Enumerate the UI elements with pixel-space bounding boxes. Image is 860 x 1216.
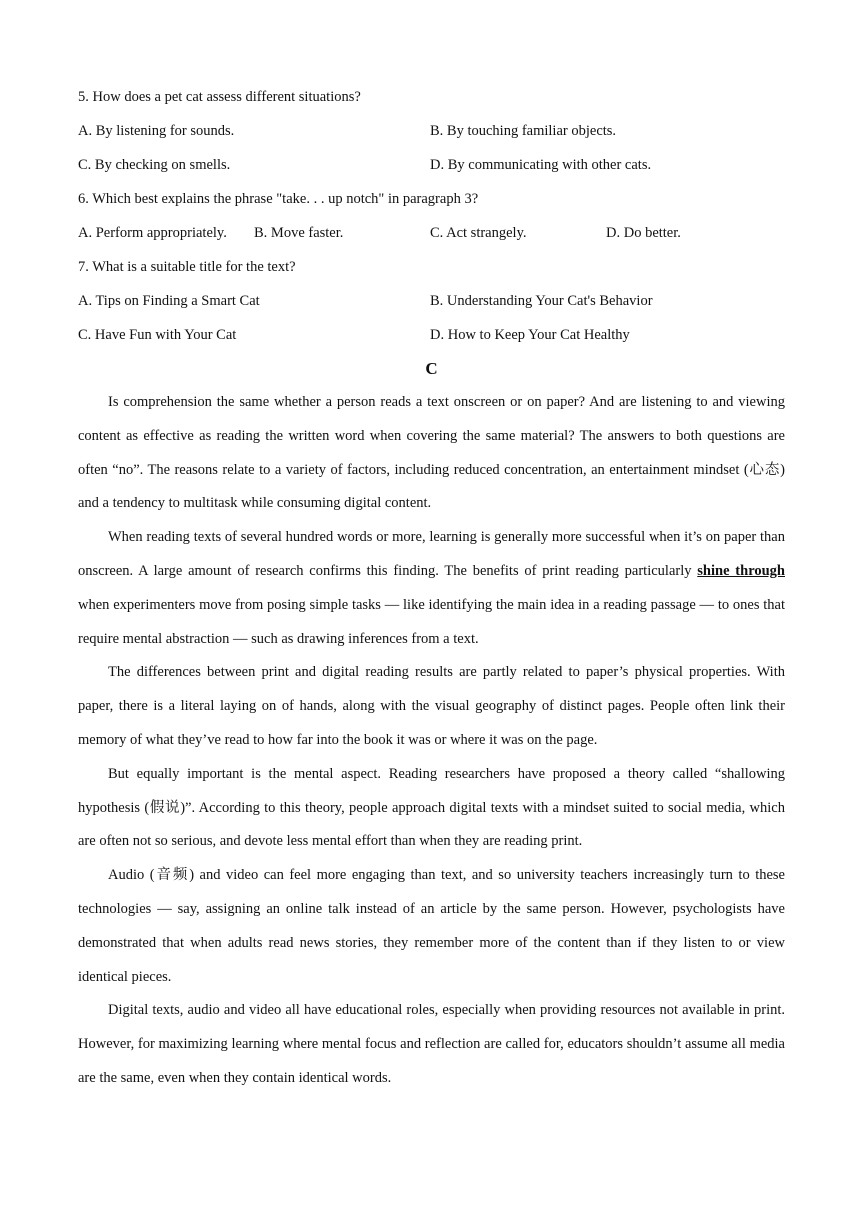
q5-option-d: D. By communicating with other cats. [430, 157, 652, 173]
q7-option-d: D. How to Keep Your Cat Healthy [430, 327, 630, 343]
q5-option-b: B. By touching familiar objects. [430, 123, 617, 139]
question-6-options-row [78, 216, 785, 250]
q7-option-a: A. Tips on Finding a Smart Cat [78, 293, 260, 309]
q7-option-b: B. Understanding Your Cat's Behavior [430, 293, 653, 309]
passage-paragraph-5: Audio (音频) and video can feel more engaging than text, and so university teachers increasingly turn to these technologies — say, assigning an online talk instead of an article by the same person. However, psychologists have demonstrated that when adults read news stories, they remember more of the content than if they listen to or view identical pieces. [78, 867, 785, 985]
section-c-heading: C [425, 359, 438, 378]
passage-paragraph-2 [78, 521, 785, 656]
q7-option-c: C. Have Fun with Your Cat [78, 327, 237, 343]
question-7-options-row-2 [78, 318, 785, 352]
question-7-stem: 7. What is a suitable title for the text? [78, 259, 296, 275]
question-7-options-row-1 [78, 284, 785, 318]
passage-paragraph-1: Is comprehension the same whether a person reads a text onscreen or on paper? And are listening to and viewing content as effective as reading the written word when covering the same material? The answers to both questions are often “no”. The reasons relate to a variety of factors, including reduced concentration, an entertainment mindset (心态) and a tendency to multitask while consuming digital content. [78, 394, 785, 512]
passage-paragraph-6: Digital texts, audio and video all have educational roles, especially when providing resources not available in print. However, for maximizing learning where mental focus and reflection are called for, educators shouldn’t assume all media are the same, even when they contain identical words. [78, 1002, 785, 1086]
q6-option-b: B. Move faster. [254, 225, 344, 241]
q5-option-c: C. By checking on smells. [78, 157, 231, 173]
question-5-options-row-2 [78, 148, 785, 182]
passage-paragraph-3: The differences between print and digital reading results are partly related to paper’s physical properties. With paper, there is a literal laying on of hands, along with the visual geography of distinct pages. People often link their memory of what they’ve read to how far into the book it was or where it was on the page. [78, 664, 785, 748]
question-6-stem: 6. Which best explains the phrase "take. . . up notch" in paragraph 3? [78, 191, 479, 207]
q5-option-a: A. By listening for sounds. [78, 123, 235, 139]
paragraph-2-text-after: when experimenters move from posing simple tasks — like identifying the main idea in a reading passage — to ones that require mental abstraction — such as drawing inferences from a text. [78, 596, 785, 647]
paragraph-2-text-before: When reading texts of several hundred words or more, learning is generally more successful when it’s on paper than onscreen. A large amount of research confirms this finding. The benefits of print reading particularly [78, 529, 785, 579]
q6-option-c: C. Act strangely. [430, 225, 527, 241]
document-page [78, 80, 785, 1096]
question-5-options-row-1 [78, 114, 785, 148]
q6-option-a: A. Perform appropriately. [78, 225, 227, 241]
question-5-stem: 5. How does a pet cat assess different situations? [78, 89, 361, 105]
q6-option-d: D. Do better. [606, 225, 681, 241]
passage-paragraph-4: But equally important is the mental aspect. Reading researchers have proposed a theory called “shallowing hypothesis (假说)”. According to this theory, people approach digital texts with a mindset suited to social media, which are often not so serious, and devote less mental effort than when they are reading print. [78, 765, 785, 850]
underlined-phrase: shine through [697, 562, 785, 579]
